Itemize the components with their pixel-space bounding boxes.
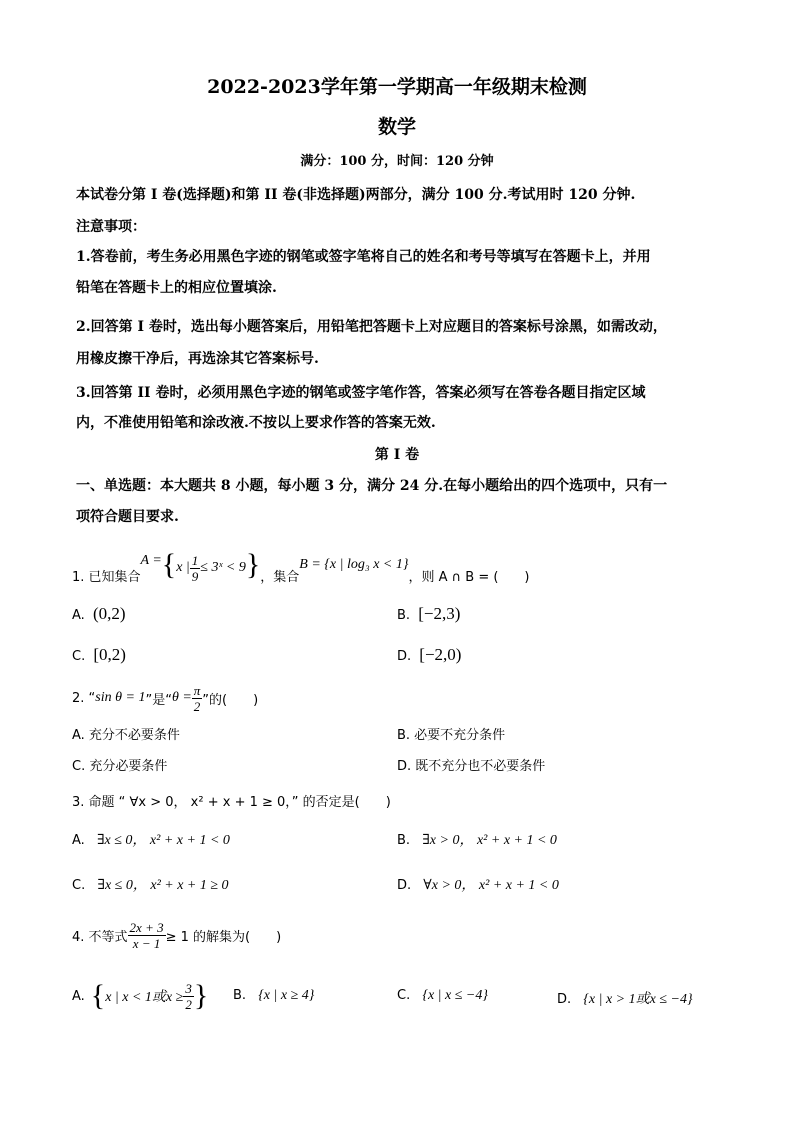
exam-title: 2022-2023学年第一学期高一年级期末检测 <box>207 76 587 98</box>
q1-tail: ，则 A ∩ B = ( ) <box>408 569 530 585</box>
q3-option-a-text: ∃x ≤ 0， x² + x + 1 < 0 <box>96 833 230 848</box>
notice-item-2-line-1: 2.回答第 I 卷时，选出每小题答案后，用铅笔把答题卡上对应题目的答案标号涂黑，如需改动， <box>76 319 667 335</box>
notice-item-1-line-2: 铅笔在答题卡上的相应位置填涂. <box>76 280 277 296</box>
q1-option-b-text: [−2,3) <box>418 604 461 623</box>
q4-option-a-body: x | x < 1或x ≥ <box>105 990 184 1005</box>
q2-stem-math: sin θ = 1 <box>95 690 146 705</box>
q1-option-c <box>72 645 126 665</box>
notice-item-1-line-1: 1.答卷前，考生务必用黑色字迹的钢笔或签字笔将自己的姓名和考号等填写在答题卡上，并用 <box>76 249 651 265</box>
section-1-line-1: 一、单选题：本大题共 8 小题，每小题 3 分，满分 24 分.在每小题给出的四个选项中，只有一 <box>76 478 668 494</box>
q2-option-d: D. 既不充分也不必要条件 <box>397 759 546 774</box>
notice-item-3-line-2: 内，不准使用铅笔和涂改液.不按以上要求作答的答案无效. <box>76 415 436 431</box>
q2-option-b: B. 必要不充分条件 <box>397 728 506 743</box>
q1-right-brace: } <box>245 548 261 581</box>
q2-fraction <box>192 683 203 714</box>
q1-option-a-label: A. <box>72 608 85 623</box>
exam-intro: 本试卷分第 I 卷(选择题)和第 II 卷(非选择题)两部分，满分 100 分.考试用时 120 分钟. <box>76 187 636 203</box>
q4-option-d-text: {x | x > 1或x ≤ −4} <box>583 992 693 1007</box>
q3-option-b-label: B. <box>397 833 411 848</box>
q4-option-b <box>233 988 314 1004</box>
q1-option-c-text: [0,2) <box>93 645 126 664</box>
notice-heading: 注意事项： <box>76 219 146 235</box>
q1-option-d <box>397 645 461 665</box>
q3-option-a <box>72 829 230 849</box>
q4-fraction-den: x − 1 <box>132 935 161 951</box>
q4-option-d-label: D. <box>557 992 572 1007</box>
q3-option-d-label: D. <box>397 878 412 893</box>
q1-option-c-label: C. <box>72 649 86 664</box>
q1-fraction-num: 1 <box>191 552 199 568</box>
q3-stem: 3. 命题 “ ∀x > 0， x² + x + 1 ≥ 0，” 的否定是( ) <box>72 795 391 810</box>
q1-option-b-label: B. <box>397 608 411 623</box>
question-4 <box>72 915 281 955</box>
q4-fraction <box>128 920 166 951</box>
q1-prefix: 1. 已知集合 <box>72 569 141 585</box>
q2-option-c: C. 充分必要条件 <box>72 759 168 774</box>
q1-fraction <box>190 553 201 584</box>
q4-option-c-text: {x | x ≤ −4} <box>422 988 488 1003</box>
q1-option-d-text: [−2,0) <box>419 645 462 664</box>
q3-option-a-label: A. <box>72 833 85 848</box>
q2-stem-a: 2. “ <box>72 690 96 706</box>
q4-option-a-fraction-num: 3 <box>185 980 192 996</box>
q4-option-b-text: {x | x ≥ 4} <box>258 988 315 1003</box>
exam-subject: 数学 <box>377 116 416 138</box>
notice-item-3-line-1: 3.回答第 II 卷时，必须用黑色字迹的钢笔或签字笔作答，答案必须写在答卷各题目指定区域 <box>76 385 646 401</box>
q2-stem-c: ”的( ) <box>202 692 259 708</box>
q4-option-c <box>397 988 488 1004</box>
q1-set-a-lhs: A = <box>140 553 162 568</box>
q4-stem-b: ≥ 1 的解集为( ) <box>165 929 282 945</box>
volume-label: 第 I 卷 <box>374 447 420 463</box>
notice-item-2-line-2: 用橡皮擦干净后，再选涂其它答案标号. <box>76 351 319 367</box>
q1-option-d-label: D. <box>397 649 412 664</box>
q3-option-b <box>397 829 557 849</box>
score-time-line: 满分：100 分，时间：120 分钟 <box>300 154 494 169</box>
q1-set-a-body: x | <box>176 560 190 575</box>
q3-option-c <box>72 874 229 894</box>
q3-option-c-label: C. <box>72 878 86 893</box>
q4-fraction-num: 2x + 3 <box>129 919 164 935</box>
q4-option-a-label: A. <box>72 988 85 1004</box>
q4-stem-a: 4. 不等式 <box>72 929 128 945</box>
question-1 <box>72 548 530 588</box>
q1-option-a <box>72 604 126 624</box>
q2-stem-b: ”是“ <box>145 692 172 708</box>
q1-set-b: B = {x | log₃ x < 1} <box>299 557 409 572</box>
q1-mid: ，集合 <box>260 569 300 585</box>
q4-option-b-label: B. <box>233 988 247 1003</box>
q2-stem-theta: θ = <box>171 690 192 705</box>
q1-left-brace: { <box>161 548 177 581</box>
q4-option-a-fraction-den: 2 <box>185 996 192 1012</box>
q3-option-b-text: ∃x > 0， x² + x + 1 < 0 <box>422 833 557 848</box>
section-1-line-2: 项符合题目要求. <box>76 509 179 525</box>
q3-option-c-text: ∃x ≤ 0， x² + x + 1 ≥ 0 <box>97 878 229 893</box>
q2-fraction-den: 2 <box>193 698 201 714</box>
q1-fraction-den: 9 <box>191 568 199 584</box>
q4-option-d <box>557 988 693 1008</box>
q1-set-a-ineq: ≤ 3ˣ < 9 <box>200 560 246 575</box>
q4-option-a-fraction <box>183 981 194 1012</box>
q2-fraction-num: π <box>193 682 201 698</box>
q4-option-a <box>72 974 208 1018</box>
q2-option-a: A. 充分不必要条件 <box>72 728 180 743</box>
q1-option-b <box>397 604 460 624</box>
q4-a-right-brace: } <box>193 979 209 1012</box>
q1-option-a-text: (0,2) <box>92 604 126 623</box>
q3-option-d <box>397 874 559 894</box>
q3-option-d-text: ∀x > 0， x² + x + 1 < 0 <box>423 878 559 893</box>
q4-option-c-label: C. <box>397 988 411 1003</box>
q4-a-left-brace: { <box>90 979 106 1012</box>
question-2 <box>72 680 258 716</box>
